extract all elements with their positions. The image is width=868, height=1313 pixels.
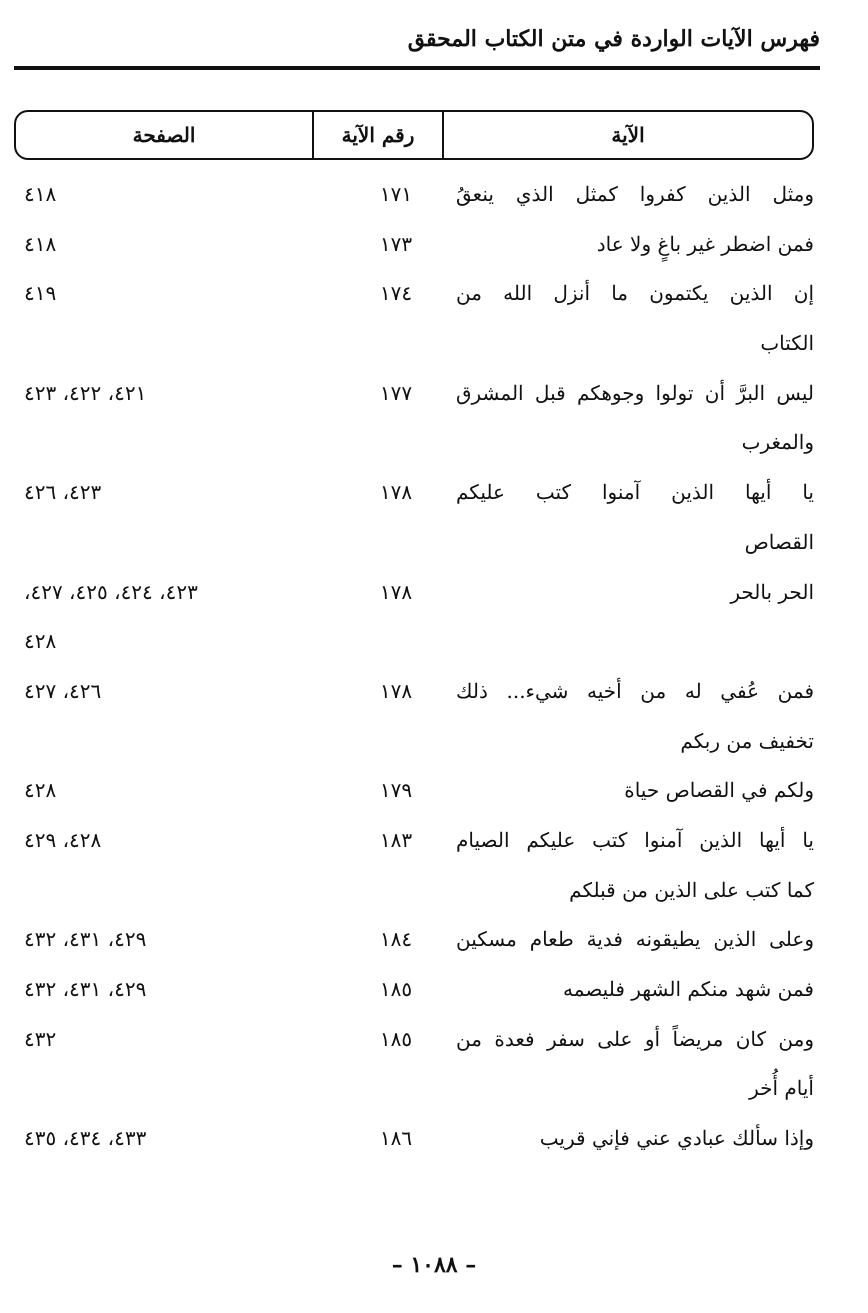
- verse-text: الحر بالحر: [730, 579, 814, 604]
- page-references: [24, 924, 314, 954]
- verse-text: الكتاب: [760, 331, 814, 356]
- page-number: – ١٠٨٨ –: [391, 1252, 477, 1278]
- index-entries: [14, 171, 814, 1165]
- page-references-text: ٤٢٣، ٤٢٤، ٤٢٥، ٤٢٧،: [24, 579, 198, 604]
- index-row: [14, 718, 814, 768]
- verse-text: فمن اضطر غير باغٍ ولا عاد: [596, 231, 814, 256]
- index-row: [14, 1115, 814, 1165]
- page-references-text: ٤٣٣، ٤٣٤، ٤٣٥: [24, 1126, 147, 1151]
- verse-number: ١٧٨: [379, 579, 413, 604]
- index-row: [14, 519, 814, 569]
- page-references: [24, 775, 314, 805]
- index-row: [14, 320, 814, 370]
- verse-text: أيام أُخر: [749, 1076, 814, 1101]
- index-row: [14, 1016, 814, 1066]
- verse-number: ١٧٤: [379, 281, 413, 306]
- page-references: [24, 626, 314, 656]
- verse-text: والمغرب: [741, 430, 814, 455]
- verse-text: وإذا سألك عبادي عني فإني قريب: [539, 1126, 814, 1151]
- page-references: [24, 477, 314, 507]
- index-row: [14, 867, 814, 917]
- page-references-text: ٤٢٨، ٤٢٩: [24, 827, 102, 852]
- verse-number: ١٨٥: [379, 977, 413, 1001]
- running-head: فهرس الآيات الواردة في متن الكتاب المحقق: [407, 26, 820, 52]
- verse-number: ١٨٤: [379, 927, 413, 952]
- verse-number: ١٧٨: [379, 678, 413, 703]
- index-row: [14, 171, 814, 221]
- verse-number: ١٧٧: [379, 380, 413, 405]
- verse-text: فمن شهد منكم الشهر فليصمه: [563, 977, 814, 1001]
- page-references-text: ٤٢٩، ٤٣١، ٤٣٢: [24, 927, 147, 952]
- verse-text: القصاص: [744, 529, 814, 554]
- page-references-text: ٤٢٣، ٤٢٦: [24, 480, 102, 505]
- index-row: [14, 1065, 814, 1115]
- index-row: [14, 966, 814, 1016]
- page-references: [24, 278, 314, 308]
- verse-text: يا أيها الذين آمنوا كتب عليكم: [456, 480, 814, 505]
- index-row: [14, 221, 814, 271]
- verse-number: ١٨٦: [379, 1126, 413, 1151]
- verse-text: وعلى الذين يطيقونه فدية طعام مسكين: [456, 927, 814, 952]
- page-references: [24, 577, 314, 607]
- verse-number: ١٨٥: [379, 1026, 413, 1051]
- verse-number: ١٧٩: [379, 778, 413, 803]
- index-row: [14, 370, 814, 420]
- page-references-text: ٤١٩: [24, 281, 57, 306]
- verse-number: ١٧٨: [379, 480, 413, 505]
- index-row: [14, 817, 814, 867]
- verse-number: ١٧٣: [379, 231, 413, 256]
- page-references-text: ٤٢٨: [24, 778, 57, 803]
- verse-text: يا أيها الذين آمنوا كتب عليكم الصيام: [456, 827, 814, 852]
- index-row: [14, 569, 814, 619]
- page-references: [24, 1024, 314, 1054]
- page-references: [24, 1123, 314, 1153]
- index-row: [14, 419, 814, 469]
- page-references-text: ٤٣٢: [24, 1026, 57, 1051]
- header-page: الصفحة: [132, 123, 196, 147]
- header-verse-number: رقم الآية: [312, 112, 442, 158]
- index-row: [14, 916, 814, 966]
- page-references: [24, 378, 314, 408]
- table-header: [14, 110, 814, 160]
- verse-text: ولكم في القصاص حياة: [624, 778, 814, 803]
- page-references-text: ٤٢٦، ٤٢٧: [24, 678, 102, 703]
- index-row: [14, 668, 814, 718]
- verse-number: ١٨٣: [379, 827, 413, 852]
- verse-text: إن الذين يكتمون ما أنزل الله من: [456, 281, 814, 306]
- index-row: [14, 618, 814, 668]
- page-references-text: ٤٢١، ٤٢٢، ٤٢٣: [24, 380, 147, 405]
- verse-text: فمن عُفي له من أخيه شيء... ذلك: [456, 678, 814, 703]
- index-row: [14, 767, 814, 817]
- page-references-text: ٤٢٨: [24, 629, 57, 654]
- page-references-text: ٤١٨: [24, 182, 57, 206]
- verse-text: كما كتب على الذين من قبلكم: [569, 877, 814, 902]
- page-references: [24, 229, 314, 259]
- header-rule: [14, 66, 820, 70]
- page-references: [24, 179, 314, 209]
- page-references-text: ٤١٨: [24, 231, 57, 256]
- page-references: [24, 825, 314, 855]
- verse-text: ومن كان مريضاً أو على سفر فعدة من: [456, 1026, 814, 1051]
- page-references: [24, 974, 314, 1004]
- verse-text: ومثل الذين كفروا كمثل الذي ينعقُ: [456, 182, 814, 206]
- verse-text: تخفيف من ربكم: [680, 728, 814, 753]
- header-verse: الآية: [442, 112, 812, 158]
- page-references: [24, 676, 314, 706]
- index-row: [14, 469, 814, 519]
- verse-number: ١٧١: [379, 182, 413, 206]
- page-references-text: ٤٢٩، ٤٣١، ٤٣٢: [24, 977, 147, 1001]
- verse-text: ليس البرَّ أن تولوا وجوهكم قبل المشرق: [456, 380, 814, 405]
- index-row: [14, 270, 814, 320]
